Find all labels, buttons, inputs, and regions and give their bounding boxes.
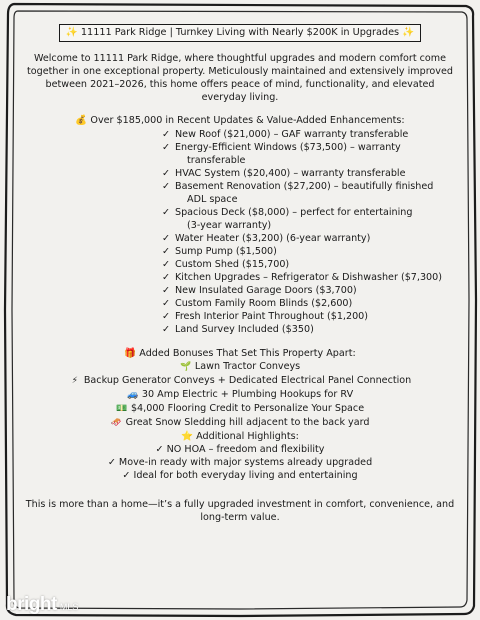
bonus-item <box>18 388 462 402</box>
bonus-text: Lawn Tractor Conveys <box>194 361 301 372</box>
check-icon: ✓ <box>162 142 171 153</box>
bonus-icon: 🌱 <box>180 362 192 372</box>
highlight-item <box>18 456 462 469</box>
bonus-item <box>18 402 462 416</box>
check-icon: ✓ <box>122 470 131 481</box>
update-item <box>162 232 462 245</box>
update-text: Fresh Interior Paint Throughout ($1,200) <box>175 311 369 322</box>
check-icon: ✓ <box>162 207 171 218</box>
bonus-section <box>18 347 462 482</box>
highlight-text: Move-in ready with major systems already upgraded <box>118 457 373 468</box>
flyer-title: ✨ 11111 Park Ridge | Turnkey Living with Nearly $200K in Upgrades ✨ <box>59 24 421 42</box>
updates-list <box>162 128 462 336</box>
update-text: Water Heater ($3,200) (6-year warranty) <box>175 233 371 244</box>
update-text: Custom Shed ($15,700) <box>175 259 290 270</box>
update-text-continued: (3-year warranty) <box>187 220 272 231</box>
highlight-item <box>18 443 462 456</box>
bonus-text: Backup Generator Conveys + Dedicated Electrical Panel Connection <box>83 375 412 386</box>
bonus-item <box>18 416 462 430</box>
update-item <box>162 271 462 284</box>
update-text: New Roof ($21,000) – GAF warranty transferable <box>175 129 409 140</box>
check-icon: ✓ <box>162 324 171 335</box>
bonus-item <box>18 360 462 374</box>
highlight-text: NO HOA – freedom and flexibility <box>166 444 325 455</box>
check-icon: ✓ <box>162 311 171 322</box>
check-icon: ✓ <box>162 129 171 140</box>
update-item <box>162 180 462 206</box>
update-item <box>162 141 462 167</box>
update-text: HVAC System ($20,400) – warranty transferable <box>175 168 406 179</box>
closing-paragraph: This is more than a home—it’s a fully upgraded investment in comfort, convenience, and long-term value. <box>25 499 455 523</box>
highlights-heading: ⭐ Additional Highlights: <box>181 431 299 442</box>
bonus-text: 30 Amp Electric + Plumbing Hookups for RV <box>141 389 354 400</box>
update-text: Spacious Deck ($8,000) – perfect for entertaining <box>175 207 413 218</box>
update-item <box>162 128 462 141</box>
check-icon: ✓ <box>162 181 171 192</box>
check-icon: ✓ <box>162 168 171 179</box>
update-text: Custom Family Room Blinds ($2,600) <box>175 298 353 309</box>
highlight-item <box>18 469 462 482</box>
bonus-text: $4,000 Flooring Credit to Personalize Your Space <box>130 403 365 414</box>
check-icon: ✓ <box>162 272 171 283</box>
intro-paragraph: Welcome to 11111 Park Ridge, where thoughtful upgrades and modern comfort come together in one exceptional property. Meticulously maintained and extensively improved between 2021–2026, this home offers peace of mind, functionality, and elevated everyday living. <box>27 53 453 103</box>
update-text: Kitchen Upgrades – Refrigerator & Dishwasher ($7,300) <box>175 272 442 283</box>
updates-heading: 💰 Over $185,000 in Recent Updates & Value-Added Enhancements: <box>75 115 405 126</box>
bonus-icon: ⚡ <box>71 376 78 386</box>
bonus-icon: 🚙 <box>127 390 139 400</box>
update-text-continued: transferable <box>187 155 246 166</box>
update-item <box>162 323 462 336</box>
check-icon: ✓ <box>162 246 171 257</box>
update-text-continued: ADL space <box>187 194 238 205</box>
update-text: Energy-Efficient Windows ($73,500) – warranty <box>175 142 401 153</box>
update-text: Land Survey Included ($350) <box>175 324 314 335</box>
bonus-heading: 🎁 Added Bonuses That Set This Property Apart: <box>124 348 356 359</box>
check-icon: ✓ <box>162 233 171 244</box>
update-item <box>162 245 462 258</box>
update-item <box>162 297 462 310</box>
check-icon: ✓ <box>155 444 164 455</box>
listing-flyer <box>18 24 462 524</box>
bonus-icon: 💵 <box>116 404 128 414</box>
bonus-icon: 🛷 <box>110 418 123 428</box>
highlight-text: Ideal for both everyday living and entertaining <box>133 470 358 481</box>
bright-mls-logo <box>6 594 78 616</box>
update-item <box>162 167 462 180</box>
check-icon: ✓ <box>162 285 171 296</box>
update-text: New Insulated Garage Doors ($3,700) <box>175 285 357 296</box>
bonus-item <box>18 374 462 388</box>
check-icon: ✓ <box>107 457 116 468</box>
update-item <box>162 206 462 232</box>
logo-suffix: MLS <box>59 602 79 612</box>
update-item <box>162 284 462 297</box>
logo-brand: bright <box>6 594 57 615</box>
update-item <box>162 258 462 271</box>
update-text: Sump Pump ($1,500) <box>175 246 277 257</box>
check-icon: ✓ <box>162 259 171 270</box>
bonus-text: Great Snow Sledding hill adjacent to the back yard <box>125 417 370 428</box>
update-text: Basement Renovation ($27,200) – beautifully finished <box>175 181 434 192</box>
update-item <box>162 310 462 323</box>
check-icon: ✓ <box>162 298 171 309</box>
